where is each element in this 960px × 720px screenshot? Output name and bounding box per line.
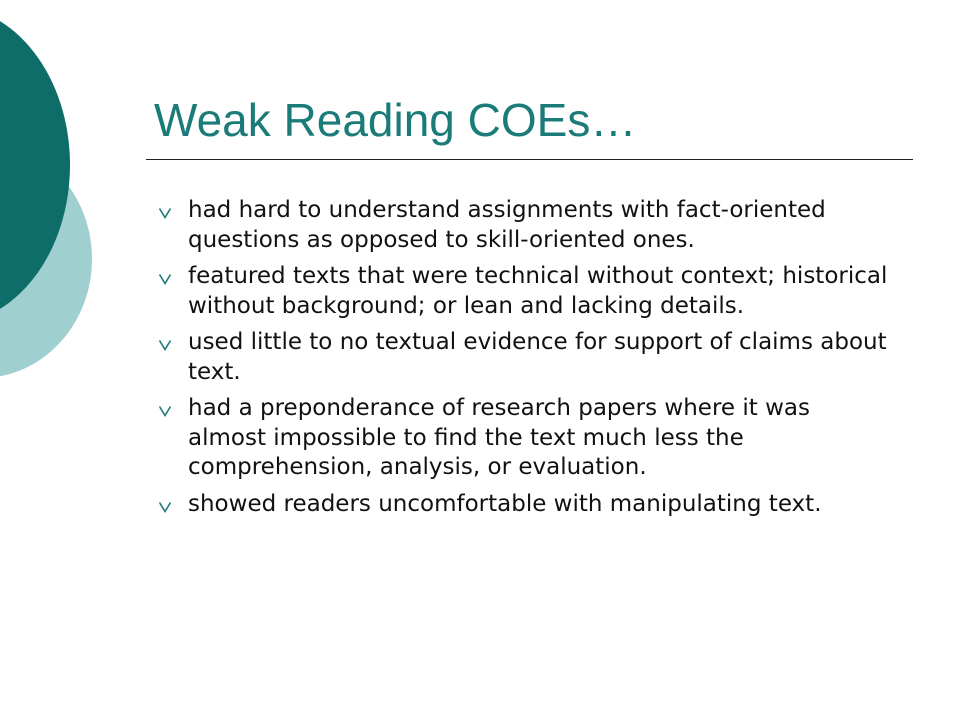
hollow-arrowhead-bullet-icon (158, 501, 172, 513)
bullet-text: had hard to understand assignments with fact-oriented questions as opposed to skill-oriented ones. (188, 197, 826, 253)
hollow-arrowhead-bullet-icon (158, 405, 172, 417)
bullet-text: used little to no textual evidence for support of claims about text. (188, 329, 887, 385)
bullet-item (150, 262, 890, 321)
bullet-item (150, 490, 890, 520)
hollow-arrowhead-bullet-icon (158, 207, 172, 219)
bullet-item (150, 394, 890, 483)
title-underline-divider (146, 159, 913, 160)
hollow-arrowhead-bullet-icon (158, 339, 172, 351)
slide-title: Weak Reading COEs… (154, 94, 637, 146)
bullet-list (150, 196, 890, 526)
bullet-item (150, 328, 890, 387)
bullet-text: featured texts that were technical without context; historical without background; or lean and lacking details. (188, 263, 888, 319)
hollow-arrowhead-bullet-icon (158, 273, 172, 285)
bullet-text: had a preponderance of research papers where it was almost impossible to find the text much less the comprehension, analysis, or evaluation. (188, 395, 810, 480)
bullet-text: showed readers uncomfortable with manipulating text. (188, 490, 822, 517)
bullet-item (150, 196, 890, 255)
